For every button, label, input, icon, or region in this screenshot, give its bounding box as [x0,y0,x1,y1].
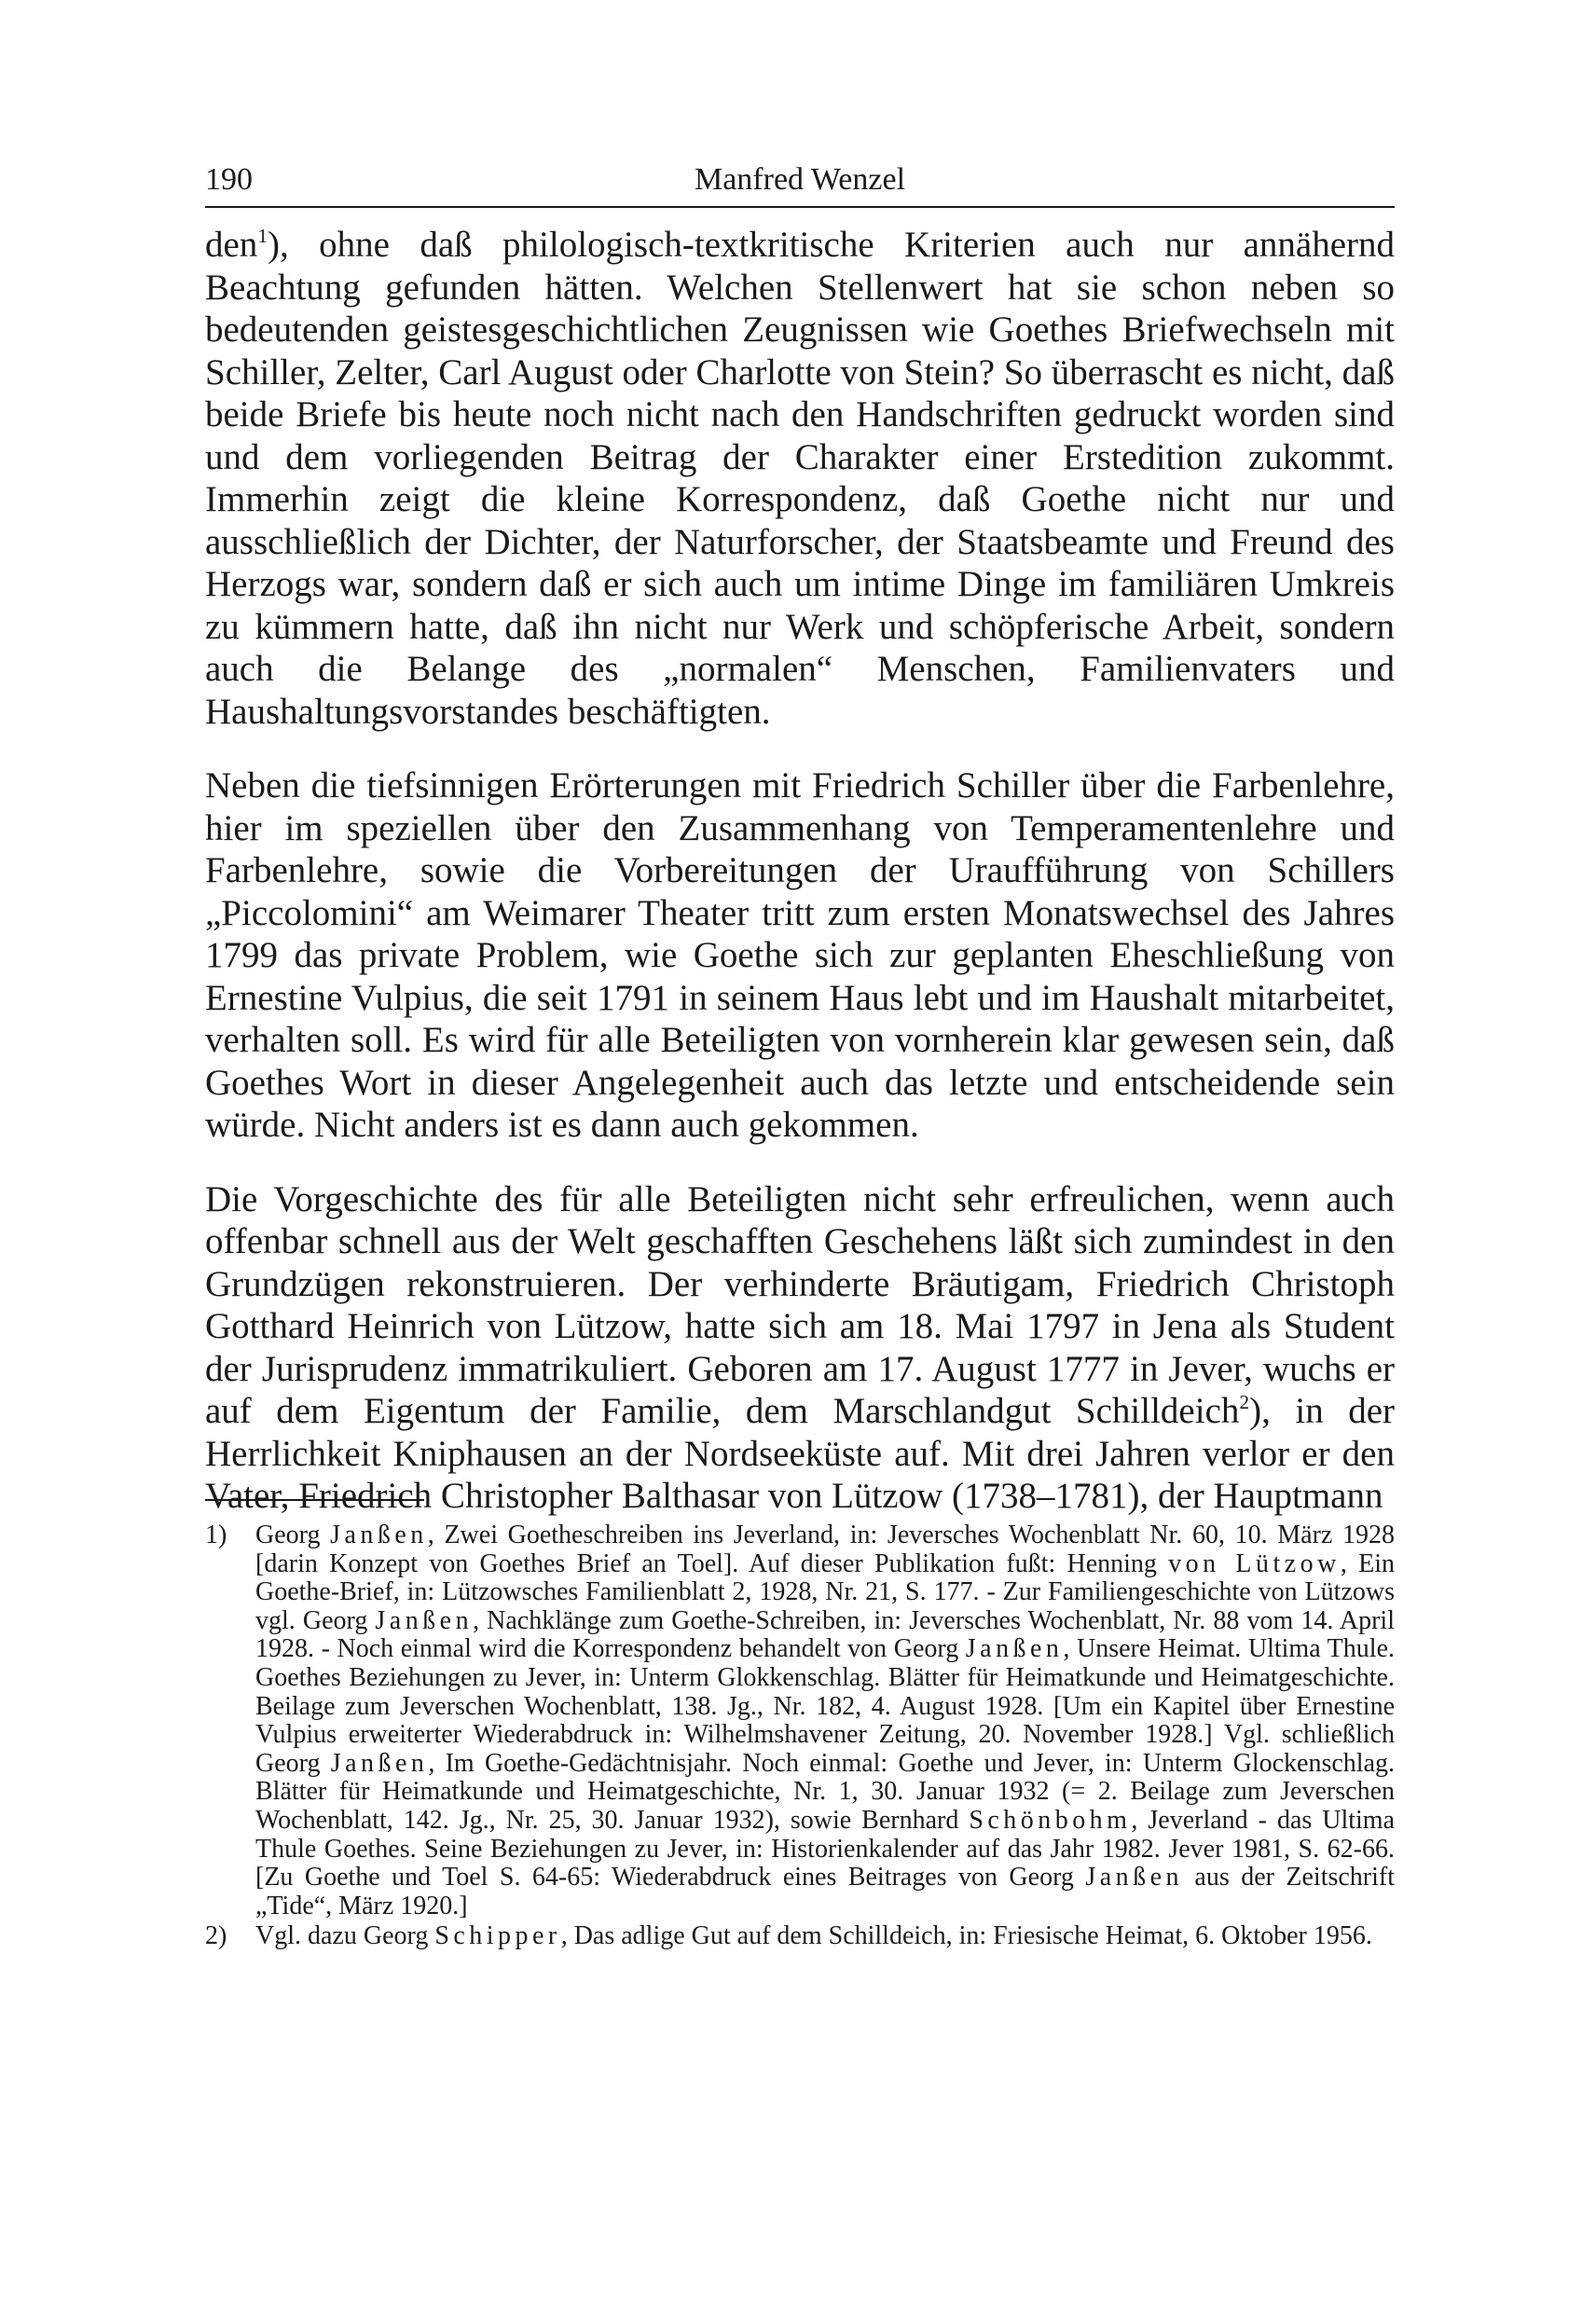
footnote-text: , Unsere Heimat. Ultima Thule. Goethes Beziehungen zu Jever, in: Unterm Glokkenschlag. Blätter für Heimatkunde und Heimatgeschichte. Beilage zum Jeverschen Wochenblatt, 138. Jg., Nr. 182, 4. August 1928. [Um ein Kapitel über Ernestine Vulpius erweiterter Wiederabdruck in: Wilhelmshavener Zeitung, 20. November 1928.] Vgl. schließlich Georg [255,1634,1395,1778]
footnote-divider [205,1499,424,1501]
main-text [205,224,1395,1549]
footnote-text: , Zwei Goetheschreiben ins Jeverland, in: Jeversches Wochenblatt Nr. 60, 10. März 1928 [darin Konzept von Goethes Brief an Toel]. Auf dieser Publikation fußt: Henning [255,1521,1396,1578]
footnote-text: aus der Zeitschrift „Tide“, März 1920.] [255,1863,1396,1920]
footnote-mark: 2) [205,1921,227,1951]
footnote-text: , Ein Goethe-Brief, in: Lützowsches Familienblatt 2, 1928, Nr. 21, S. 177. - Zur Familiengeschichte von Lützows vgl. Georg [255,1548,1395,1635]
footnote-2 [205,1922,1395,1951]
page-number: 190 [205,162,253,197]
footnote-text: Georg [255,1521,331,1549]
footnote-mark: 1) [205,1521,227,1549]
paragraph-text: ), ohne daß philologisch-textkritische Kriterien auch nur annähernd Beachtung gefunden hätten. Welchen Stellenwert hat sie schon neben so bedeutenden geistesgeschichtlichen Zeugnissen wie Goethes Briefwechseln mit Schiller, Zelter, Carl August oder Charlotte von Stein? So überrascht es nicht, daß beide Briefe bis heute noch nicht nach den Handschriften gedruckt worden sind und dem vorliegenden Beitrag der Charakter einer Erstedition zukommt. Immerhin zeigt die kleine Korrespondenz, daß Goethe nicht nur und ausschließlich der Dichter, der Naturforscher, der Staatsbeamte und Freund des Herzogs war, sondern daß er sich auch um intime Dinge im familiären Umkreis zu kümmern hatte, daß ihn nicht nur Werk und schöpferische Arbeit, sondern auch die Belange des „normalen“ Menschen, Familienvaters und Haushaltungsvorstandes beschäftigten. [205,225,1395,732]
page-header [205,154,1395,208]
author-name: Schönbohm [969,1805,1132,1835]
author-name: von Lützow [1168,1548,1341,1578]
paragraph-3 [205,1178,1395,1518]
author-name: Janßen [1085,1863,1183,1892]
footnote-text: Vgl. dazu Georg [255,1921,435,1951]
footnote-ref-2: 2 [1239,1391,1250,1413]
author-name: Schipper [434,1921,561,1951]
running-head: Manfred Wenzel [694,162,906,197]
author-name: Janßen [965,1634,1064,1664]
footnote-text: , Das adlige Gut auf dem Schilldeich, in: Friesische Heimat, 6. Oktober 1956. [560,1921,1372,1951]
footnote-text: , Nachklänge zum Goethe-Schreiben, in: Jeversches Wochenblatt, Nr. 88 vom 14. April 1928. - Noch einmal wird die Korrespondenz behandelt von Georg [255,1605,1395,1664]
paragraph-text: ), in der Herrlichkeit Kniphausen an der Nordseeküste auf. Mit drei Jahren verlor er den Vater, Friedrich Christopher Balthasar von Lützow (1738–1781), der Hauptmann [205,1391,1395,1516]
author-name: Janßen [330,1521,428,1549]
paragraph-2: Neben die tiefsinnigen Erörterungen mit Friedrich Schiller über die Farbenlehre, hier im speziellen über den Zusammenhang von Temperamentenlehre und Farbenlehre, sowie die Vorbereitungen der Uraufführung von Schillers „Piccolomini“ am Weimarer Theater tritt zum ersten Monatswechsel des Jahres 1799 das private Problem, wie Goethe sich zur geplanten Eheschließung von Ernestine Vulpius, die seit 1791 in seinem Haus lebt und im Haushalt mitarbeitet, verhalten soll. Es wird für alle Beteiligten von vornherein klar gewesen sein, daß Goethes Wort in dieser Angelegenheit auch das letzte und entscheidende sein würde. Nicht anders ist es dann auch gekommen. [205,765,1395,1145]
author-name: Janßen [375,1605,474,1635]
footnotes [205,1521,1395,1953]
paragraph-1 [205,224,1395,733]
footnote-1 [205,1521,1395,1920]
paragraph-text: Die Vorgeschichte des für alle Beteiligten nicht sehr erfreulichen, wenn auch offenbar schnell aus der Welt geschafften Geschehens läßt sich zumindest in den Grundzügen rekonstruieren. Der verhinderte Bräutigam, Friedrich Christoph Gotthard Heinrich von Lützow, hatte sich am 18. Mai 1797 in Jena als Student der Jurisprudenz immatrikuliert. Geboren am 17. August 1777 in Jever, wuchs er auf dem Eigentum der Familie, dem Marschlandgut Schilldeich [205,1178,1395,1431]
author-name: Janßen [330,1748,429,1778]
footnote-text: , Im Goethe-Gedächtnisjahr. Noch einmal: Goethe und Jever, in: Unterm Glockenschlag. Blätter für Heimatkunde und Heimatgeschichte, Nr. 1, 30. Januar 1932 (= 2. Beilage zum Jeverschen Wochenblatt, 142. Jg., Nr. 25, 30. Januar 1932), sowie Bernhard [255,1748,1395,1835]
footnote-ref-1: 1 [257,225,268,247]
paragraph-text: den [205,225,258,265]
footnote-text: , Jeverland - das Ultima Thule Goethes. Seine Beziehungen zu Jever, in: Historienkalender auf das Jahr 1982. Jever 1981, S. 62-66. [Zu Goethe und Toel S. 64-65: Wiederabdruck eines Beitrages von Georg [255,1805,1395,1892]
